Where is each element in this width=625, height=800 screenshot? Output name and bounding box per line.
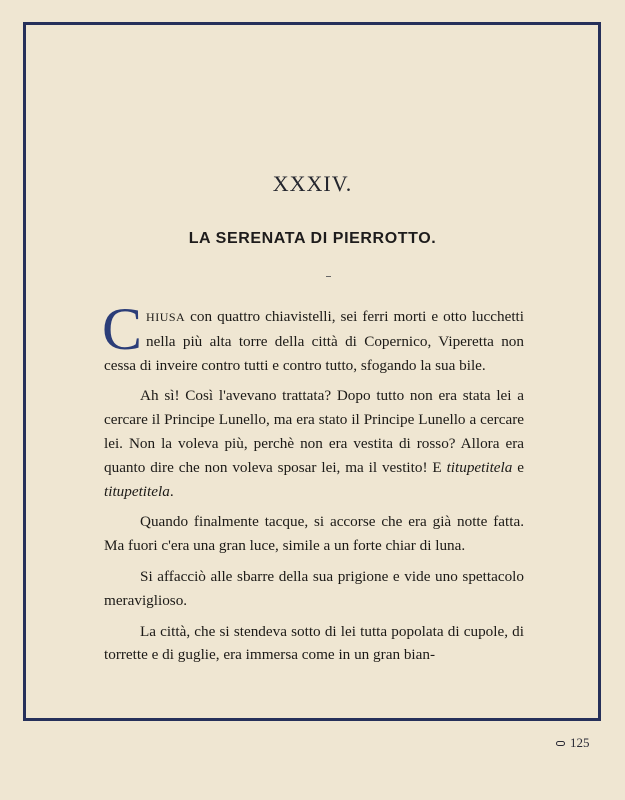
page-number: 125 bbox=[570, 735, 590, 750]
paragraph-4: Si affacciò alle sbarre della sua prigione e vide uno spettacolo meraviglioso. bbox=[104, 567, 524, 609]
folio-ornament-icon bbox=[556, 741, 565, 746]
page-number-folio bbox=[556, 735, 590, 751]
paragraph-3: Quando finalmente tacque, si accorse che era già notte fatta. Ma fuori c'era una gran luce, simile a un forte chiar di luna. bbox=[104, 513, 524, 555]
paragraph-5: La città, che si stendeva sotto di lei tutta popolata di cupole, di torrette e di guglie, era immersa come in un gran bian- bbox=[104, 622, 524, 664]
paragraph-1 bbox=[102, 296, 524, 377]
drop-cap: C bbox=[102, 296, 143, 362]
paragraph-2-text: Ah sì! Così l'avevano trattata? Dopo tutto non era stata lei a cercare il Principe Lunello, ma era stato il Principe Lunello a cercare lei. Non la voleva più, perchè non era vestita di rosso? Allora era quanto dire che non voleva sposar lei, ma il vestito! E bbox=[104, 387, 524, 476]
italic-word-2: titupetitela bbox=[104, 482, 170, 500]
paragraph-2 bbox=[104, 384, 524, 503]
chapter-number: XXXIV. bbox=[272, 171, 353, 196]
chapter-body bbox=[102, 296, 524, 674]
paragraph-1-text: con quattro chiavistelli, sei ferri morti e otto lucchetti nella più alta torre della città di Copernico, Viperetta non cessa di inveire contro tutti e contro tutto, sfogando la sua bile. bbox=[104, 308, 524, 374]
italic-word-1: titupetitela bbox=[446, 458, 513, 476]
connector-text: e bbox=[512, 458, 524, 476]
paragraph-2-end: . bbox=[169, 482, 174, 500]
chapter-title: LA SERENATA DI PIERROTTO. bbox=[188, 230, 437, 247]
ornament-mark bbox=[326, 276, 331, 277]
opening-smallcaps: HIUSA bbox=[146, 310, 186, 324]
